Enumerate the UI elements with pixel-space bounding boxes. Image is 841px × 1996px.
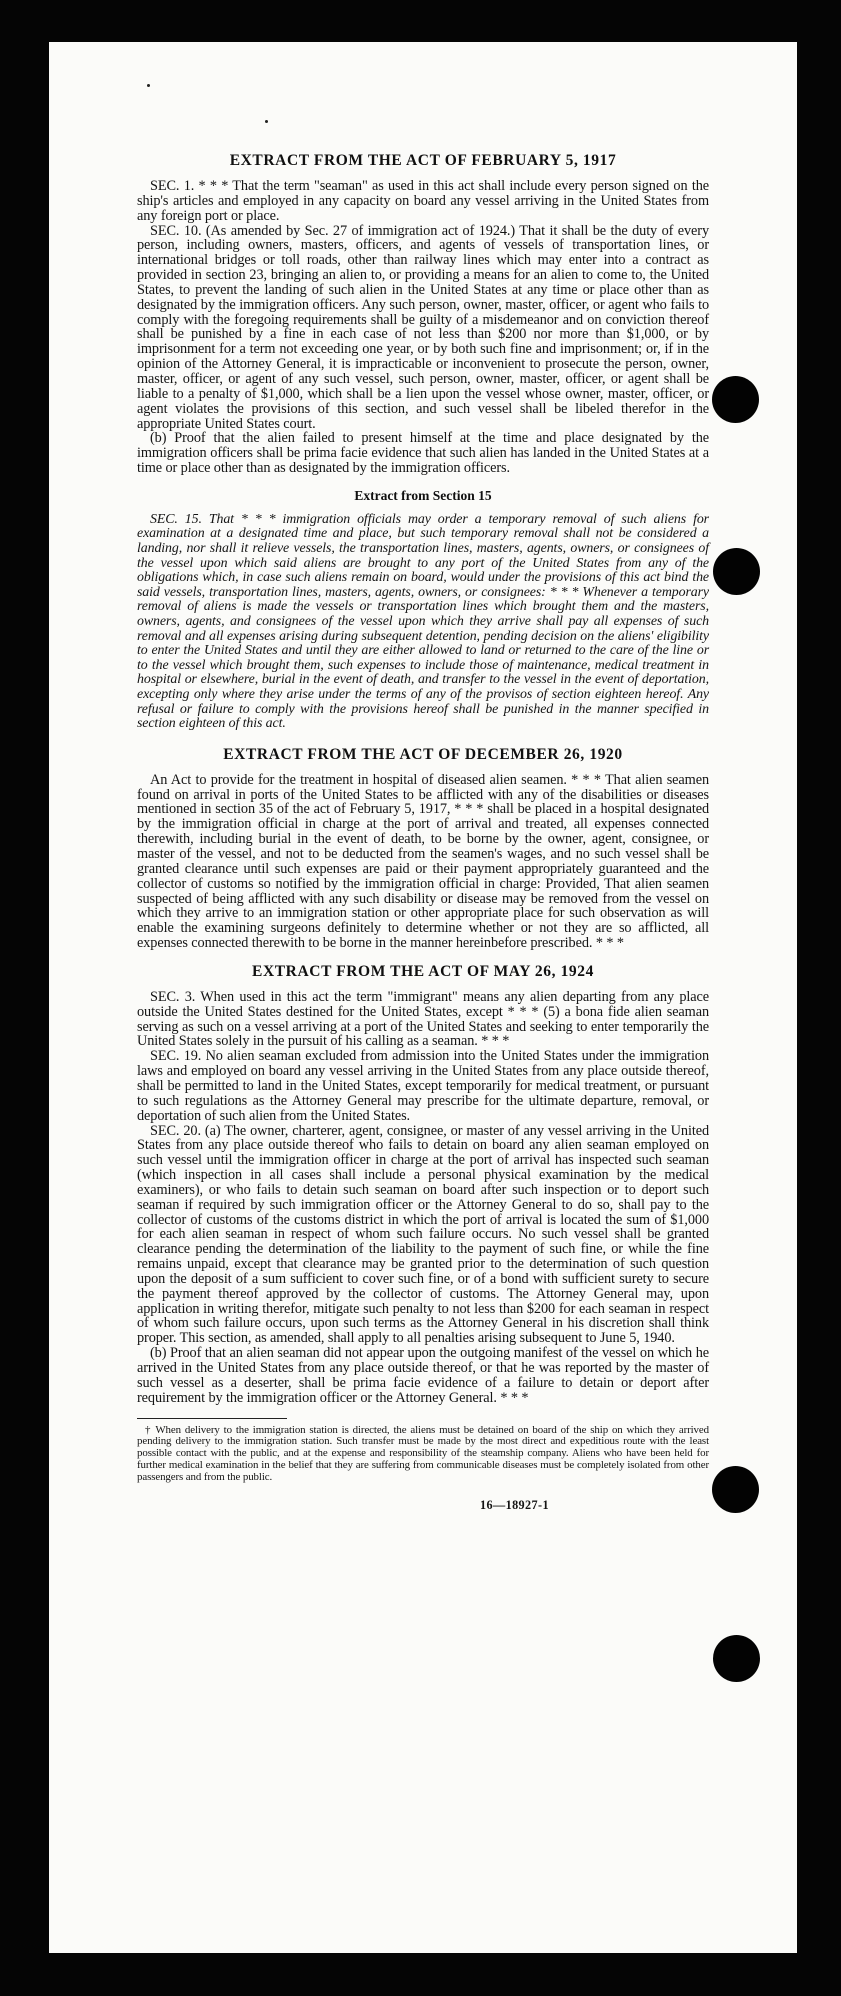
form-number: 16—18927-1 — [480, 1498, 549, 1513]
act-1920-text: An Act to provide for the treatment in hospital of diseased alien seamen. * * * That alien seamen found on arrival in ports of the United States to be afflicted with any of the disabilities or diseases mentioned in section 35 of the act of February 5, 1917, * * * shall be placed in a hospital designated by the immigration official in charge at the port of arrival and treated, all expenses connected therewith, including burial in the event of death, to be borne by the owner, agent, consignee, or master of the vessel, and not to be deducted from the seamen's wages, and no such vessel shall be granted clearance until such expenses are paid or their payment appropriately guaranteed and the collector of customs so notified by the immigration official in charge: Provided, That alien seamen suspected of being afflicted with any such disability or disease may be removed from the vessel on which they arrive to an immigration station or other appropriate place for such observation as will enable the examining surgeons definitely to determine whether or not they are so afflicted, all expenses connected therewith to be borne in the manner hereinbefore prescribed. * * * — [137, 771, 709, 952]
punch-hole — [713, 1635, 760, 1682]
section-1-text: SEC. 1. * * * That the term "seaman" as used in this act shall include every person signed on the ship's articles and employed in any capacity on board any vessel arriving in the United States from any foreign port or place. — [137, 178, 709, 224]
heading-act-1920: EXTRACT FROM THE ACT OF DECEMBER 26, 1920 — [223, 745, 623, 763]
speck-mark — [147, 84, 150, 87]
footnote-text: † When delivery to the immigration station is directed, the aliens must be detained on board of the ship on which they arrived pending delivery to the immigration station. Such transfer must be made by the most direct and expeditious route with the least possible contact with the public, and at the expense and responsibility of the steamship company. Aliens who have been held for further medical examination in the belief that they are suffering from communicable diseases must be completely isolated from other passengers and from the public. — [137, 1423, 709, 1484]
punch-hole — [712, 376, 759, 423]
section-3-text: SEC. 3. When used in this act the term "immigrant" means any alien departing from any place outside the United States destined for the United States, except * * * (5) a bona fide alien seaman serving as such on a vessel arriving at a port of the United States and seeking to enter temporarily the United States solely in the pursuit of his calling as a seaman. * * * — [137, 988, 709, 1050]
footnote-divider — [137, 1418, 287, 1419]
punch-hole — [713, 548, 760, 595]
section-19-text: SEC. 19. No alien seaman excluded from admission into the United States under the immigration laws and employed on board any vessel arriving in the United States from any place outside thereof, shall be permitted to land in the United States, except temporarily for medical treatment, or pursuant to such regulations as the Attorney General may prescribe for the ultimate departure, removal, or deportation of such alien from the United States. — [137, 1048, 709, 1124]
document-page — [49, 42, 797, 1953]
speck-mark — [265, 120, 268, 123]
section-20b-text: (b) Proof that an alien seaman did not appear upon the outgoing manifest of the vessel on which he arrived in the United States from any place outside thereof, or that he was reported by the master of such vessel as a deserter, shall be prima facie evidence of a failure to detain or deport after requirement by the immigration officer or the Attorney General. * * * — [137, 1345, 709, 1406]
section-20a-text: SEC. 20. (a) The owner, charterer, agent, consignee, or master of any vessel arriving in the United States from any place outside thereof who fails to detain on board any alien seaman employed on such vessel until the immigration officer in charge at the port of arrival has inspected such seaman (which inspection in all cases shall include a personal physical examination by the medical examiners), or who fails to detain such seaman on board after such inspection or to deport such seaman if required by such immigration officer or the Attorney General to do so, shall pay to the collector of customs of the customs district in which the port of arrival is located the sum of $1,000 for each alien seaman in respect of whom such failure occurs. No such vessel shall be granted clearance pending the determination of the liability to the payment of such fine, or while the fine remains unpaid, except that clearance may be granted prior to the determination of such question upon the deposit of a sum sufficient to cover such fine, or of a bond with sufficient surety to secure the payment thereof approved by the collector of customs. The Attorney General may, upon application in writing therefor, mitigate such penalty to not less than $200 for each seaman in respect of whom such failure occurs, upon such terms as the Attorney General in his discretion shall think proper. This section, as amended, shall apply to all penalties arising subsequent to June 5, 1940. — [137, 1122, 709, 1347]
heading-act-1924: EXTRACT FROM THE ACT OF MAY 26, 1924 — [252, 962, 594, 980]
section-10b-text: (b) Proof that the alien failed to present himself at the time and place designated by the immigration officers shall be prima facie evidence that such alien has landed in the United States at a time or place other than as designated by the immigration officers. — [137, 430, 709, 477]
heading-section-15: Extract from Section 15 — [354, 487, 492, 503]
section-10-text: SEC. 10. (As amended by Sec. 27 of immigration act of 1924.) That it shall be the duty of every person, including owners, masters, officers, and agents of vessels of transportation lines, or international bridges or toll roads, other than railway lines which may enter into a contract as provided in section 23, bringing an alien to, or providing a means for an alien to come to, the United States, to prevent the landing of such alien in the United States at any time or place other than as designated by the immigration officers. Any such person, owner, master, officer, or agent who fails to comply with the foregoing requirements shall be guilty of a misdemeanor and on conviction thereof shall be punished by a fine in each case of not less than $200 nor more than $1,000, or by imprisonment for a term not exceeding one year, or by both such fine and imprisonment; or, if in the opinion of the Attorney General, it is impracticable or inconvenient to prosecute the person, owner, master, officer, or agent of any such vessel, such person, owner, master, officer, or agent shall be liable to a penalty of $1,000, which shall be a lien upon the vessel whose owner, master, officer, or agent violates the provisions of this section, and such vessel shall be libeled therefor in the appropriate United States court. — [137, 222, 709, 432]
heading-act-1917: EXTRACT FROM THE ACT OF FEBRUARY 5, 1917 — [229, 152, 617, 169]
section-15-text: SEC. 15. That * * * immigration officials may order a temporary removal of such aliens for examination at a designated time and place, but such temporary removal shall not be considered a landing, nor shall it relieve vessels, the transportation lines, masters, agents, owners, or consignees of the vessel upon which said aliens are brought to any port of the United States from any of the obligations which, in case such aliens remain on board, would under the provisions of this act bind the said vessels, transportation lines, masters, agents, owners, or consignees: * * * Whenever a temporary removal of aliens is made the vessels or transportation lines which brought them and the masters, owners, agents, and consignees of the vessel upon which they arrive shall pay all expenses of such removal and all expenses arising during subsequent detention, pending decision on the aliens' eligibility to enter the United States and until they are either allowed to land or returned to the care of the line or to the vessel which brought them, such expenses to include those of maintenance, medical treatment in hospital or elsewhere, burial in the event of death, and transfer to the vessel in the event of deportation, excepting only where they arise under the terms of any of the provisos of section eighteen hereof. Any refusal or failure to comply with the provisions hereof shall be punished in the manner specified in section eighteen of this act. — [137, 511, 709, 732]
punch-hole — [712, 1466, 759, 1513]
